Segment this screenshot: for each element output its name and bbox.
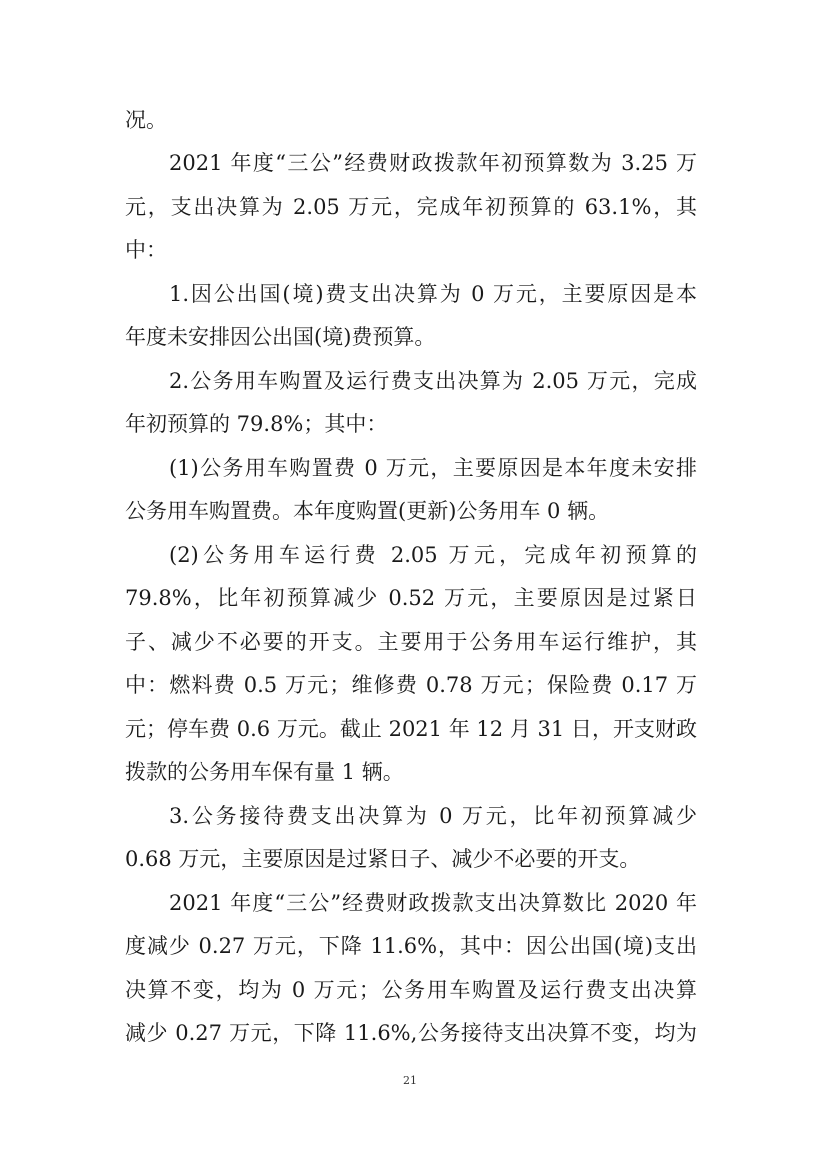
- page-number: 21: [403, 1074, 417, 1087]
- text-line: 中：: [125, 238, 167, 262]
- text-line: 中：燃料费 0.5 万元；维修费 0.78 万元；保险费 0.17 万: [125, 673, 697, 697]
- text-line: 0.68 万元，主要原因是过紧日子、减少不必要的开支。: [125, 847, 641, 871]
- text-line: (1)公务用车购置费 0 万元，主要原因是本年度未安排: [169, 456, 697, 480]
- text-line: 子、减少不必要的开支。主要用于公务用车运行维护，其: [125, 630, 697, 654]
- text-line: 3.公务接待费支出决算为 0 万元，比年初预算减少: [169, 804, 697, 828]
- text-line: 79.8%，比年初预算减少 0.52 万元，主要原因是过紧日: [125, 586, 697, 610]
- text-line: 减少 0.27 万元，下降 11.6%,公务接待支出决算不变，均为: [125, 1021, 697, 1045]
- text-line: (2)公务用车运行费 2.05 万元，完成年初预算的: [169, 543, 697, 567]
- text-line: 元；停车费 0.6 万元。截止 2021 年 12 月 31 日，开支财政: [125, 717, 697, 741]
- text-line: 度减少 0.27 万元，下降 11.6%，其中：因公出国(境)支出: [125, 934, 697, 958]
- text-line: 1.因公出国(境)费支出决算为 0 万元，主要原因是本: [169, 282, 697, 306]
- text-line: 况。: [125, 108, 167, 132]
- text-line: 2.公务用车购置及运行费支出决算为 2.05 万元，完成: [169, 369, 697, 393]
- text-line: 年度未安排因公出国(境)费预算。: [125, 325, 436, 349]
- text-line: 年初预算的 79.8%；其中：: [125, 412, 388, 436]
- text-line: 决算不变，均为 0 万元；公务用车购置及运行费支出决算: [125, 978, 697, 1002]
- text-line: 拨款的公务用车保有量 1 辆。: [125, 760, 404, 784]
- text-line: 2021 年度“三公”经费财政拨款支出决算数比 2020 年: [169, 891, 697, 915]
- text-line: 2021 年度“三公”经费财政拨款年初预算数为 3.25 万: [169, 151, 697, 175]
- text-line: 元，支出决算为 2.05 万元，完成年初预算的 63.1%，其: [125, 195, 697, 219]
- text-line: 公务用车购置费。本年度购置(更新)公务用车 0 辆。: [125, 499, 610, 523]
